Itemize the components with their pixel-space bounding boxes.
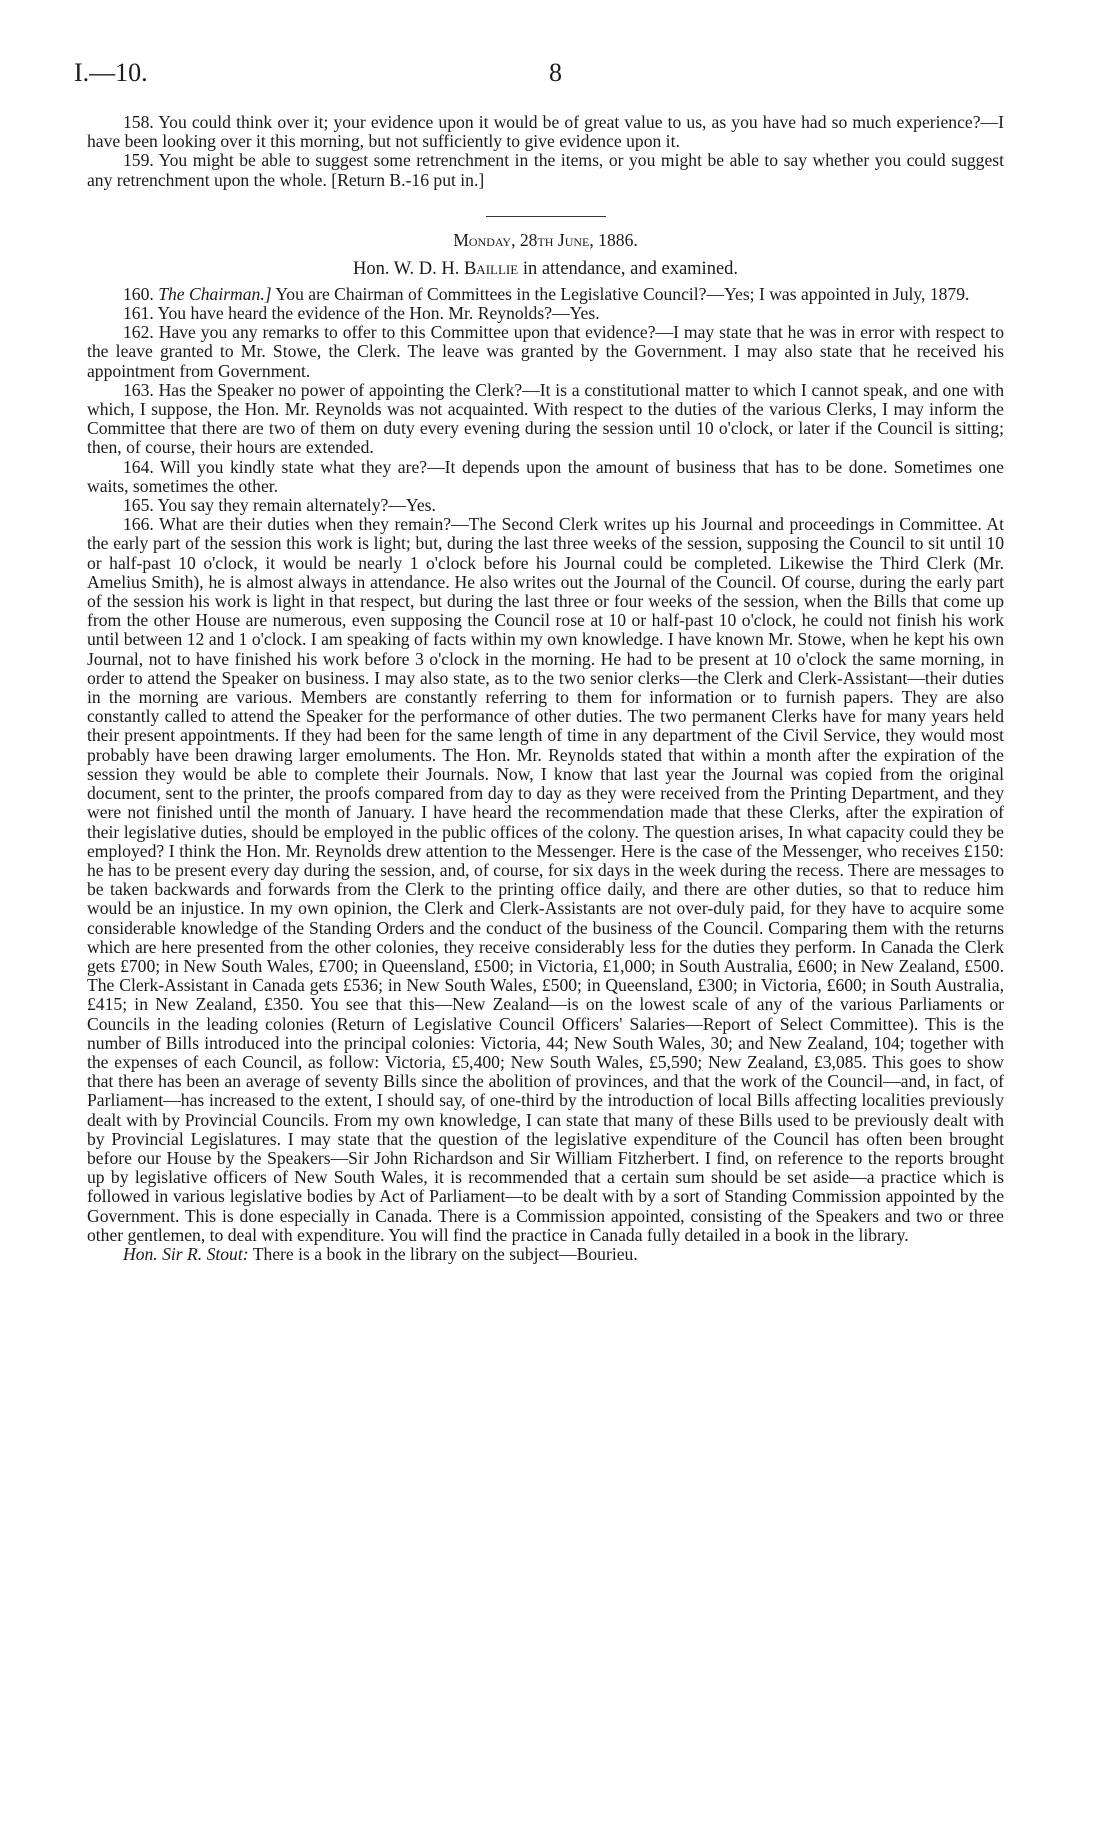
question-159: 159. You might be able to suggest some retrenchment in the items, or you might be able to say whether you could suggest any retrenchment upon the whole. [Return B.-16 put in.] [87, 150, 1004, 190]
witness-heading [87, 259, 1004, 280]
page-header [0, 58, 1114, 92]
section-divider [486, 216, 606, 217]
question-162: 162. Have you any remarks to offer to this Committee upon that evidence?—I may state that he was in error with respect to the leave granted to Mr. Stowe, the Clerk. The leave was granted by the Government. I may also state that he received his appointment from Government. [87, 322, 1004, 381]
page-number: 8 [549, 58, 562, 87]
question-161: 161. You have heard the evidence of the Hon. Mr. Reynolds?—Yes. [123, 303, 600, 324]
question-165: 165. You say they remain alternately?—Yes. [123, 495, 436, 516]
closing-remark [87, 1245, 1004, 1264]
document-body [87, 113, 1004, 1264]
witness-suffix: in attendance, and examined. [522, 258, 739, 279]
date-heading: Monday, 28th June, 1886. [453, 229, 638, 250]
remark-text: There is a book in the library on the subject—Bourieu. [252, 1243, 638, 1264]
question-158: 158. You could think over it; your evidence upon it would be of great value to us, as you have had so much experience?—I have been looking over it this morning, but not sufficiently to give evidence upon it. [87, 112, 1004, 152]
date-heading-block [87, 216, 1004, 250]
witness-prefix: Hon. W. D. H. [352, 258, 460, 279]
question-163: 163. Has the Speaker no power of appointing the Clerk?—It is a constitutional matter to which I cannot speak, and one with which, I suppose, the Hon. Mr. Reynolds was not acquainted. With respect to the duties of the various Clerks, I may inform the Committee that there are two of them on duty every evening during the session until 10 o'clock, or later if the Council is sitting; then, of course, their hours are extended. [87, 379, 1004, 458]
page-reference: I.—10. [74, 58, 148, 87]
question-number: 160. [123, 283, 154, 304]
question-166: 166. What are their duties when they remain?—The Second Clerk writes up his Journal and proceedings in Committee. At the early part of the session this work is light; but, during the last three weeks of the session, supposing the Council to sit until 10 or half-past 10 o'clock, it would be nearly 1 o'clock before his Journal could be completed. Likewise the Third Clerk (Mr. Amelius Smith), he is almost always in attendance. He also writes out the Journal of the Council. Of course, during the early part of the session his work is light in that respect, but during the last three or four weeks of the session, when the Bills that come up from the other House are numerous, even supposing the Council rose at 10 or half-past 10 o'clock, he could not finish his work until between 12 and 1 o'clock. I am speaking of facts within my own knowledge. I have known Mr. Stowe, when he kept his own Journal, not to have finished his work before 3 o'clock in the morning. He had to be present at 10 o'clock the same morning, in order to attend the Speaker on business. I may also state, as to the two senior clerks—the Clerk and Clerk-Assistant—their duties in the morning are various. Members are constantly referring to them for information or to furnish papers. They are also constantly called to attend the Speaker for the performance of other duties. The two permanent Clerks have for many years held their present appointments. If they had been for the same length of time in any department of the Civil Service, they would most probably have been drawing larger emoluments. The Hon. Mr. Reynolds stated that within a month after the expiration of the session they would be able to complete their Journals. Now, I know that last year the Journal was copied from the original document, sent to the printer, the proofs compared from day to day as they were received from the Printing Department, and they were not finished until the month of January. I have heard the recommendation made that these Clerks, after the expiration of their legislative duties, should be employed in the public offices of the colony. The question arises, In what capacity could they be employed? I think the Hon. Mr. Reynolds drew attention to the Messenger. Here is the case of the Messenger, who receives £150: he has to be present every day during the session, and, of course, for six days in the week during the recess. There are messages to be taken backwards and forwards from the Clerk to the printing office daily, and there are other duties, so that to reduce him would be an injustice. In my own opinion, the Clerk and Clerk-Assistants are not over-duly paid, for they have to acquire some considerable knowledge of the Standing Orders and the conduct of the business of the Council. Comparing them with the returns which are here presented from the other colonies, they receive considerably less for the duties they perform. In Canada the Clerk gets £700; in New South Wales, £700; in Queensland, £500; in Victoria, £1,000; in South Australia, £600; in New Zealand, £500. The Clerk-Assistant in Canada gets £536; in New South Wales, £500; in Queensland, £300; in Victoria, £600; in South Australia, £415; in New Zealand, £350. You see that this—New Zealand—is on the lowest scale of any of the various Parliaments or Councils in the leading colonies (Return of Legislative Council Officers' Salaries—Report of Select Committee). This is the number of Bills introduced into the principal colonies: Victoria, 44; New South Wales, 30; and New Zealand, 104; together with the expenses of each Council, as follow: Victoria, £5,400; New South Wales, £5,590; New Zealand, £3,085. This goes to show that there has been an average of seventy Bills since the abolition of provinces, and that the work of the Council—and, in fact, of Parliament—has increased to the extent, I should say, of one-third by the introduction of local Bills affecting localities previously dealt with by Provincial Councils. From my own knowledge, I can state that many of these Bills used to be previously dealt with by Provincial Legislatures. I may state that the question of the legislative expenditure of the Council has often been brought before our House by the Speakers—Sir John Richardson and Sir William Fitzherbert. I find, on reference to the reports brought up by legislative officers of New South Wales, it is recommended that a certain sum should be set aside—a practice which is followed in various legislative bodies by Act of Parliament—to be dealt with by a sort of Standing Commission appointed by the Government. This is done especially in Canada. There is a Commission appointed, consisting of the Speakers and two or three other gentlemen, to deal with expenditure. You will find the practice in Canada fully detailed in a book in the library. [87, 514, 1004, 1245]
question-text: You are Chairman of Committees in the Legislative Council?—Yes; I was appointed in July, 1879. [275, 283, 970, 304]
witness-name: Baillie [463, 258, 519, 279]
question-160 [87, 285, 1004, 304]
speaker-label: Hon. Sir R. Stout: [123, 1243, 249, 1264]
question-164: 164. Will you kindly state what they are?—It depends upon the amount of business that has to be done. Sometimes one waits, sometimes the other. [87, 456, 1004, 496]
speaker-label: The Chairman.] [158, 283, 272, 304]
